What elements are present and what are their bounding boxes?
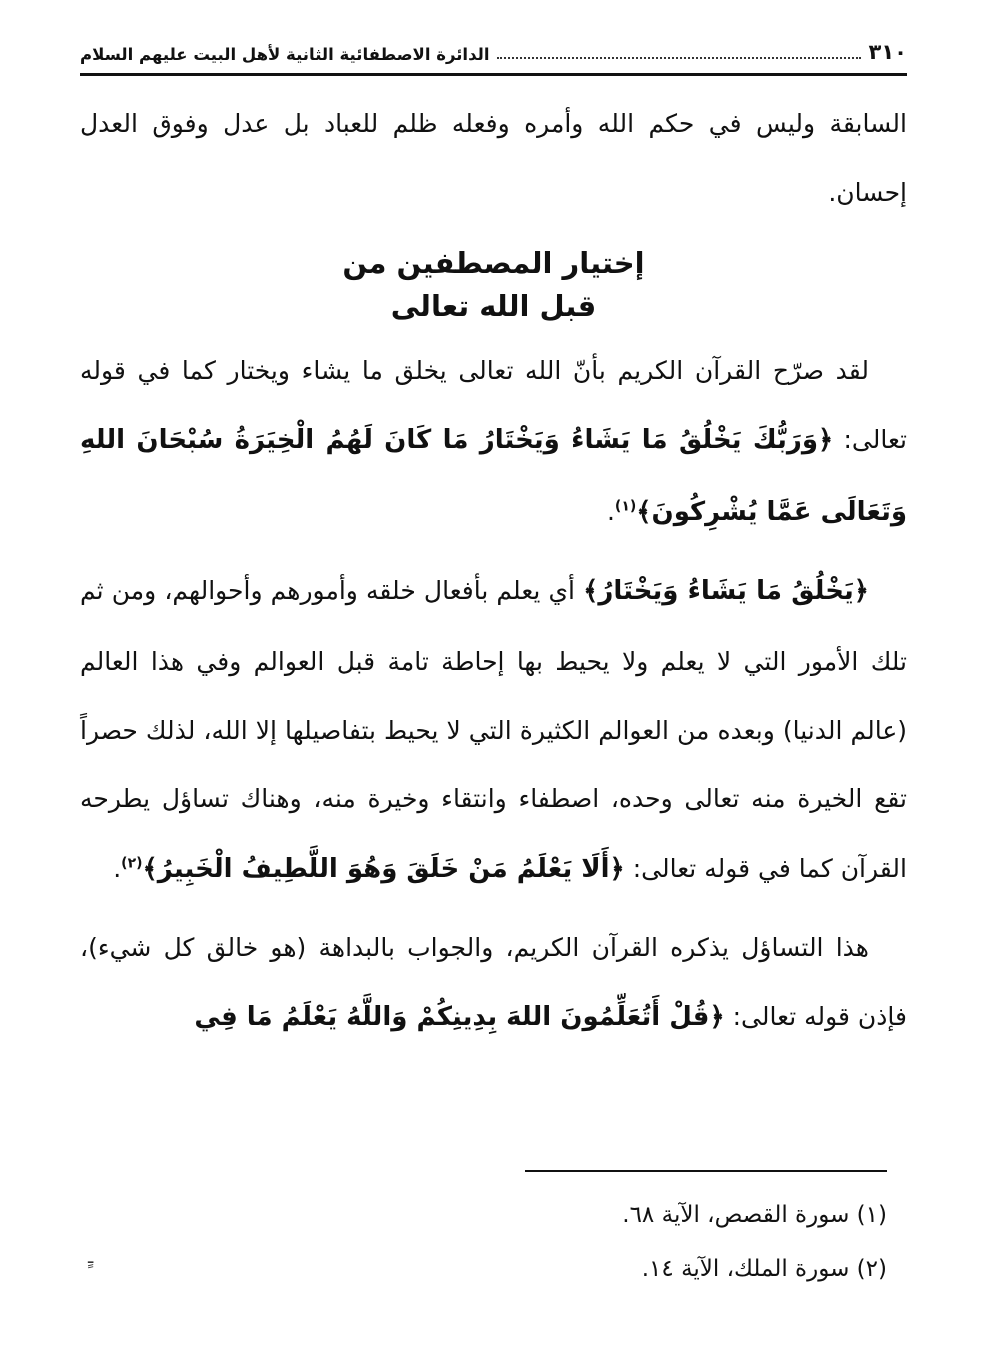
footnote-1: (١) سورة القصص، الآية ٦٨.: [622, 1201, 887, 1228]
paragraph-conclusion: [80, 914, 907, 1054]
corner-mark: ـٍ: [88, 1247, 94, 1268]
section-heading: [80, 242, 907, 329]
paragraph-quran-intro: [80, 337, 907, 549]
book-title: الدائرة الاصطفائية الثانية لأهل البيت عليهم السلام: [80, 45, 490, 64]
footnote-separator-rule: [525, 1170, 887, 1172]
paragraph-4-text: هذا التساؤل يذكره القرآن الكريم، والجواب بالبداهة (هو خالق كل شيء)، فإذن قوله تعالى:: [80, 932, 907, 1032]
dotted-leader: [497, 57, 860, 59]
page-body: [80, 90, 907, 1054]
paragraph-2-intro: لقد صرّح القرآن الكريم بأنّ الله تعالى يخلق ما يشاء ويختار كما في قوله تعالى:: [80, 355, 907, 455]
paragraph-continuation: السابقة وليس في حكم الله وأمره وفعله ظلم للعباد بل عدل وفوق العدل إحسان.: [80, 109, 907, 207]
section-heading-line-1: إختيار المصطفين من: [342, 245, 645, 280]
page-number: ٣١٠: [868, 40, 907, 64]
paragraph-3-closing: .: [113, 854, 122, 883]
quran-verse-4: ﴿قُلْ أَتُعَلِّمُونَ اللهَ بِدِينِكُمْ وَاللَّهُ يَعْلَمُ مَا فِي: [194, 1002, 725, 1033]
footnote-area: [80, 1170, 907, 1296]
page-header: [80, 40, 907, 64]
paragraph-3-text: أي يعلم بأفعال خلقه وأمورهم وأحوالهم، ومن ثم تلك الأمور التي لا يعلم ولا يحيط بها إحاطة تامة قبل العوالم وفي هذا العالم (عالم الدنيا) وبعده من العوالم الكثيرة التي لا يحيط بتفاصيلها إلا الله، لذلك حصراً تقع الخيرة منه تعالى وحده، اصطفاء وانتقاء وخيرة منه، وهناك تساؤل يطرحه القرآن كما في قوله تعالى:: [80, 576, 907, 883]
quran-verse-1: ﴿وَرَبُّكَ يَخْلُقُ مَا يَشَاءُ وَيَخْتَارُ مَا كَانَ لَهُمُ الْخِيَرَةُ سُبْحَانَ اللهِ وَتَعَالَى عَمَّا يُشْرِكُونَ﴾: [80, 425, 907, 527]
footnote-2: (٢) سورة الملك، الآية ١٤.: [641, 1255, 887, 1282]
header-rule: [80, 73, 907, 76]
paragraph-commentary: [80, 556, 907, 905]
quran-verse-3: ﴿أَلَا يَعْلَمُ مَنْ خَلَقَ وَهُوَ اللَّطِيفُ الْخَبِيرُ﴾: [142, 854, 625, 884]
quran-verse-2: ﴿يَخْلُقُ مَا يَشَاءُ وَيَخْتَارُ﴾: [583, 576, 869, 607]
paragraph-2-closing: .: [606, 496, 615, 526]
footnote-marker-1: (١): [614, 498, 637, 515]
section-heading-line-2: قبل الله تعالى: [390, 289, 597, 323]
footnote-marker-2: (٢): [121, 855, 143, 872]
